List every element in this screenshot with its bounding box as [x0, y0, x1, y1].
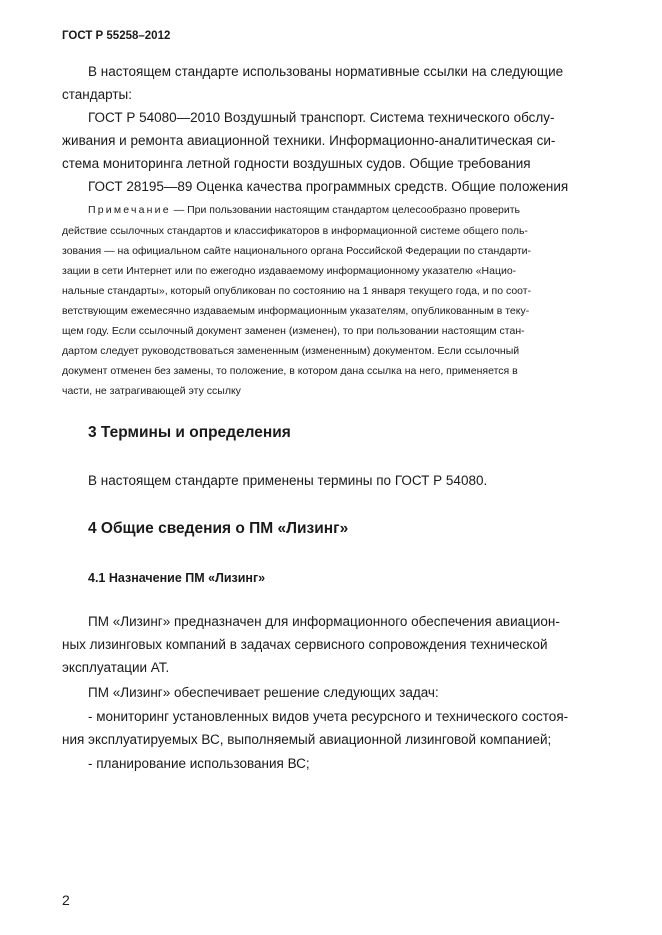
document-code-header: ГОСТ Р 55258–2012 — [62, 30, 171, 42]
note-line: зации в сети Интернет или по ежегодно издаваемому информационному указателю «Нацио- — [62, 265, 517, 277]
refs-intro-line-1: В настоящем стандарте использованы нормативные ссылки на следующие — [88, 64, 564, 79]
section-3-heading: 3 Термины и определения — [88, 424, 291, 441]
bullet-1-line-1: - мониторинг установленных видов учета ресурсного и технического состоя- — [88, 709, 569, 724]
section-4-para-2: ПМ «Лизинг» обеспечивает решение следующих задач: — [88, 685, 439, 700]
section-4-heading: 4 Общие сведения о ПМ «Лизинг» — [88, 520, 349, 537]
bullet-2: - планирование использования ВС; — [88, 756, 310, 771]
section-4-para-1-line-3: эксплуатации АТ. — [62, 660, 170, 675]
note-first-line-text: — При пользовании настоящим стандартом целесообразно проверить — [170, 204, 521, 216]
section-4-para-1-line-1: ПМ «Лизинг» предназначен для информационного обеспечения авиацион- — [88, 614, 560, 629]
subsection-4-1-heading: 4.1 Назначение ПМ «Лизинг» — [88, 571, 266, 585]
note-line: действие ссылочных стандартов и классификаторов в информационной системе общего поль- — [62, 225, 528, 237]
section-3-text: В настоящем стандарте применены термины по ГОСТ Р 54080. — [88, 473, 488, 488]
section-4-para-1-line-2: ных лизинговых компаний в задачах сервисного сопровождения технической — [62, 637, 548, 652]
reference-1-line-1: ГОСТ Р 54080—2010 Воздушный транспорт. Система технического обслу- — [88, 110, 555, 125]
page-number: 2 — [62, 892, 70, 908]
note-line: щем году. Если ссылочный документ заменен (изменен), то при пользовании настоящим стан- — [62, 325, 525, 337]
note-line: документ отменен без замены, то положение, в котором дана ссылка на него, применяется в — [62, 365, 518, 377]
note-line: части, не затрагивающей эту ссылку — [62, 385, 241, 397]
note-line: нальные стандарты», который опубликован по состоянию на 1 января текущего года, и по соот- — [62, 285, 532, 297]
reference-2: ГОСТ 28195—89 Оценка качества программных средств. Общие положения — [88, 179, 569, 194]
reference-1-line-3: стема мониторинга летной годности воздушных судов. Общие требования — [62, 156, 531, 171]
note-first-line — [88, 204, 520, 216]
note-line: дартом следует руководствоваться замененным (измененным) документом. Если ссылочный — [62, 345, 520, 357]
note-line: зования — на официальном сайте национального органа Российской Федерации по стандарти- — [62, 245, 532, 257]
refs-intro-line-2: стандарты: — [62, 87, 132, 102]
note-label: Примечание — [88, 204, 171, 216]
bullet-1-line-2: ния эксплуатируемых ВС, выполняемый авиационной лизинговой компанией; — [62, 732, 552, 747]
note-line: ветствующим ежемесячно издаваемым информационным указателям, опубликованным в теку- — [62, 305, 530, 317]
reference-1-line-2: живания и ремонта авиационной техники. Информационно-аналитическая си- — [62, 133, 556, 148]
